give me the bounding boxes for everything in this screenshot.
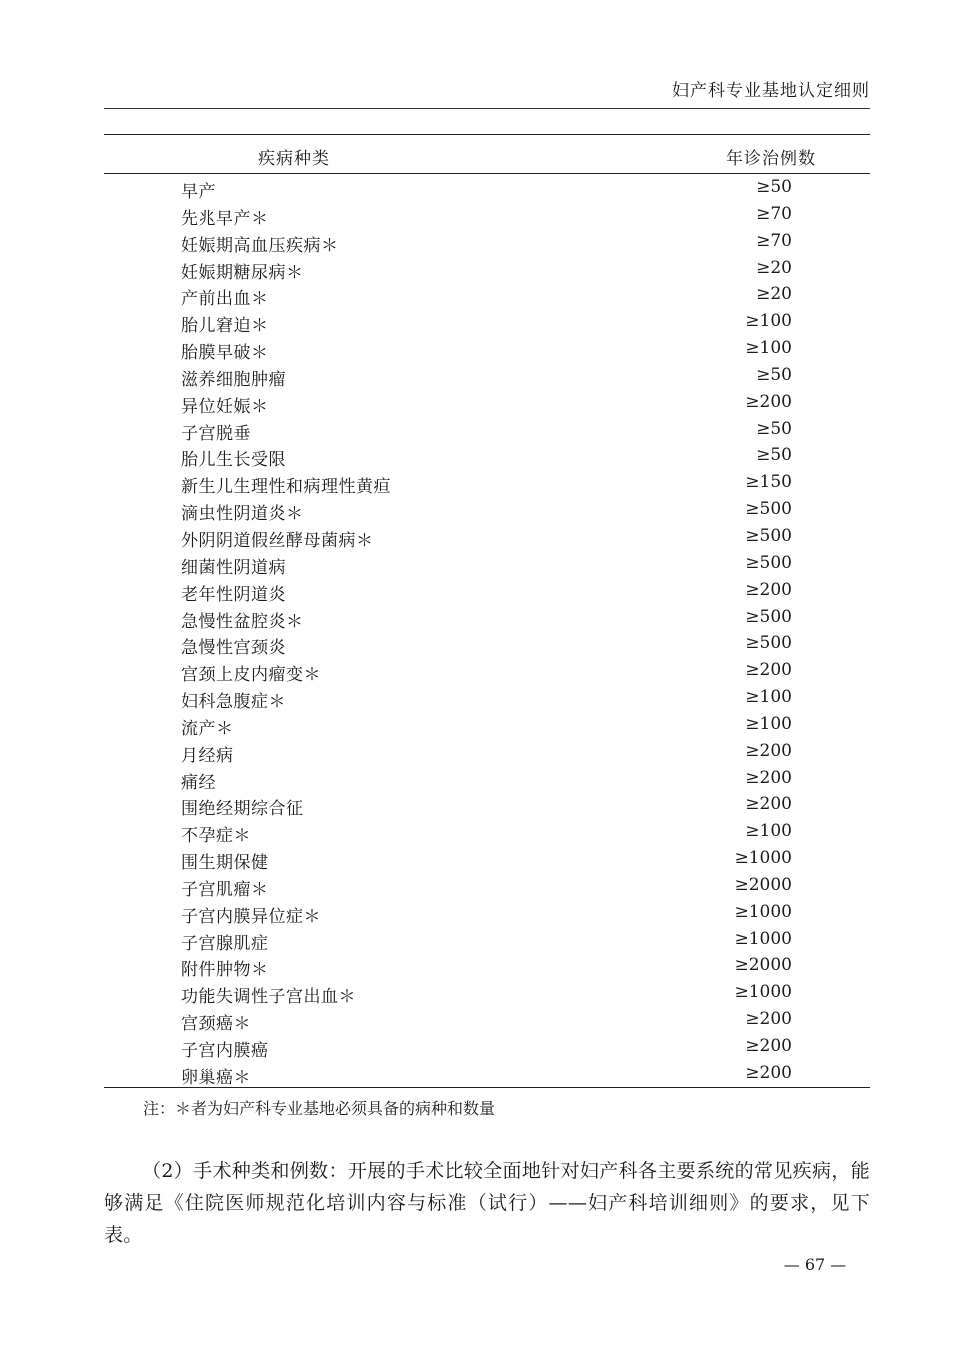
table-row	[104, 469, 870, 496]
disease-name: 胎儿窘迫＊	[181, 316, 269, 337]
table-row	[104, 604, 870, 631]
disease-name: 先兆早产＊	[181, 208, 269, 229]
table-row	[104, 1006, 870, 1033]
disease-name: 围绝经期综合征	[181, 799, 304, 820]
disease-name: 不孕症＊	[181, 826, 251, 847]
column-header-disease: 疾病种类	[258, 149, 330, 169]
annual-count: ≥2000	[734, 874, 792, 895]
annual-count: ≥100	[745, 713, 792, 734]
disease-name: 痛经	[181, 772, 216, 793]
table-row	[104, 174, 870, 201]
table-row	[104, 255, 870, 282]
table-row	[104, 684, 870, 711]
table-row	[104, 442, 870, 469]
table-row	[104, 308, 870, 335]
table-row	[104, 550, 870, 577]
disease-name: 胎儿生长受限	[181, 450, 286, 471]
annual-count: ≥500	[745, 633, 792, 654]
table-header	[104, 135, 870, 174]
annual-count: ≥100	[745, 821, 792, 842]
annual-count: ≥70	[756, 203, 792, 224]
disease-name: 流产＊	[181, 718, 234, 739]
page-number: — 67 —	[783, 1255, 847, 1274]
annual-count: ≥500	[745, 499, 792, 520]
column-header-count: 年诊治例数	[726, 149, 816, 169]
annual-count: ≥2000	[734, 955, 792, 976]
disease-name: 外阴阴道假丝酵母菌病＊	[181, 530, 374, 551]
disease-name: 妊娠期高血压疾病＊	[181, 235, 339, 256]
disease-name: 急慢性盆腔炎＊	[181, 611, 304, 632]
disease-name: 异位妊娠＊	[181, 396, 269, 417]
disease-name: 新生儿生理性和病理性黄疸	[181, 477, 391, 498]
disease-name: 宫颈上皮内瘤变＊	[181, 665, 321, 686]
table-row	[104, 818, 870, 845]
disease-name: 早产	[181, 182, 216, 202]
annual-count: ≥500	[745, 552, 792, 573]
disease-name: 滋养细胞肿瘤	[181, 369, 286, 390]
table-row	[104, 362, 870, 389]
table-row	[104, 630, 870, 657]
disease-name: 子宫内膜癌	[181, 1041, 269, 1061]
annual-count: ≥100	[745, 338, 792, 359]
table-row	[104, 738, 870, 765]
table-row	[104, 845, 870, 872]
disease-name: 卵巢癌＊	[181, 1067, 251, 1088]
disease-name: 胎膜早破＊	[181, 343, 269, 364]
disease-name: 围生期保健	[181, 853, 269, 874]
body-paragraph: （2）手术种类和例数：开展的手术比较全面地针对妇产科各主要系统的常见疾病，能够满足《住院医师规范化培训内容与标准（试行）——妇产科培训细则》的要求，见下表。	[104, 1160, 870, 1246]
table-row	[104, 389, 870, 416]
table-row	[104, 952, 870, 979]
annual-count: ≥200	[745, 794, 792, 815]
table-row	[104, 926, 870, 953]
disease-name: 宫颈癌＊	[181, 1014, 251, 1035]
annual-count: ≥100	[745, 687, 792, 708]
annual-count: ≥200	[745, 391, 792, 412]
disease-name: 产前出血＊	[181, 289, 269, 310]
annual-count: ≥50	[756, 177, 792, 197]
annual-count: ≥100	[745, 311, 792, 332]
table-row	[104, 496, 870, 523]
table-row	[104, 791, 870, 818]
annual-count: ≥200	[745, 767, 792, 788]
table-row	[104, 523, 870, 550]
table-row	[104, 335, 870, 362]
annual-count: ≥1000	[734, 982, 792, 1003]
table-row	[104, 899, 870, 926]
annual-count: ≥200	[745, 1062, 792, 1083]
disease-name: 附件肿物＊	[181, 960, 269, 981]
table-row	[104, 979, 870, 1006]
table-row	[104, 416, 870, 443]
annual-count: ≥200	[745, 660, 792, 681]
disease-name: 老年性阴道炎	[181, 584, 286, 605]
table-body	[104, 174, 870, 1087]
disease-name: 子宫肌瘤＊	[181, 879, 269, 900]
disease-name: 妇科急腹症＊	[181, 692, 286, 713]
annual-count: ≥50	[756, 445, 792, 466]
table-row	[104, 872, 870, 899]
disease-name: 月经病	[181, 745, 234, 766]
header-rule	[104, 108, 870, 109]
table-row	[104, 201, 870, 228]
annual-count: ≥20	[756, 284, 792, 305]
disease-name: 急慢性宫颈炎	[181, 638, 286, 659]
table-note: 注：＊者为妇产科专业基地必须具备的病种和数量	[143, 1099, 496, 1118]
table-row	[104, 657, 870, 684]
disease-name: 妊娠期糖尿病＊	[181, 262, 304, 283]
running-header: 妇产科专业基地认定细则	[672, 81, 870, 101]
table-row	[104, 228, 870, 255]
annual-count: ≥500	[745, 525, 792, 546]
table-row	[104, 1060, 870, 1087]
disease-name: 子宫脱垂	[181, 423, 251, 444]
table-row	[104, 1033, 870, 1060]
annual-count: ≥1000	[734, 848, 792, 869]
annual-count: ≥1000	[734, 928, 792, 949]
annual-count: ≥150	[745, 472, 792, 493]
annual-count: ≥50	[756, 364, 792, 385]
table-row	[104, 281, 870, 308]
annual-count: ≥50	[756, 418, 792, 439]
table-row	[104, 711, 870, 738]
annual-count: ≥20	[756, 257, 792, 278]
annual-count: ≥70	[756, 230, 792, 251]
annual-count: ≥200	[745, 1009, 792, 1030]
annual-count: ≥200	[745, 740, 792, 761]
annual-count: ≥200	[745, 1036, 792, 1056]
table-row	[104, 577, 870, 604]
disease-name: 细菌性阴道病	[181, 557, 286, 578]
disease-name: 滴虫性阴道炎＊	[181, 504, 304, 525]
annual-count: ≥200	[745, 579, 792, 600]
annual-count: ≥1000	[734, 901, 792, 922]
table-row	[104, 765, 870, 792]
disease-name: 功能失调性子宫出血＊	[181, 987, 356, 1008]
annual-count: ≥500	[745, 606, 792, 627]
disease-table	[104, 134, 870, 1088]
disease-name: 子宫腺肌症	[181, 933, 269, 954]
disease-name: 子宫内膜异位症＊	[181, 906, 321, 927]
